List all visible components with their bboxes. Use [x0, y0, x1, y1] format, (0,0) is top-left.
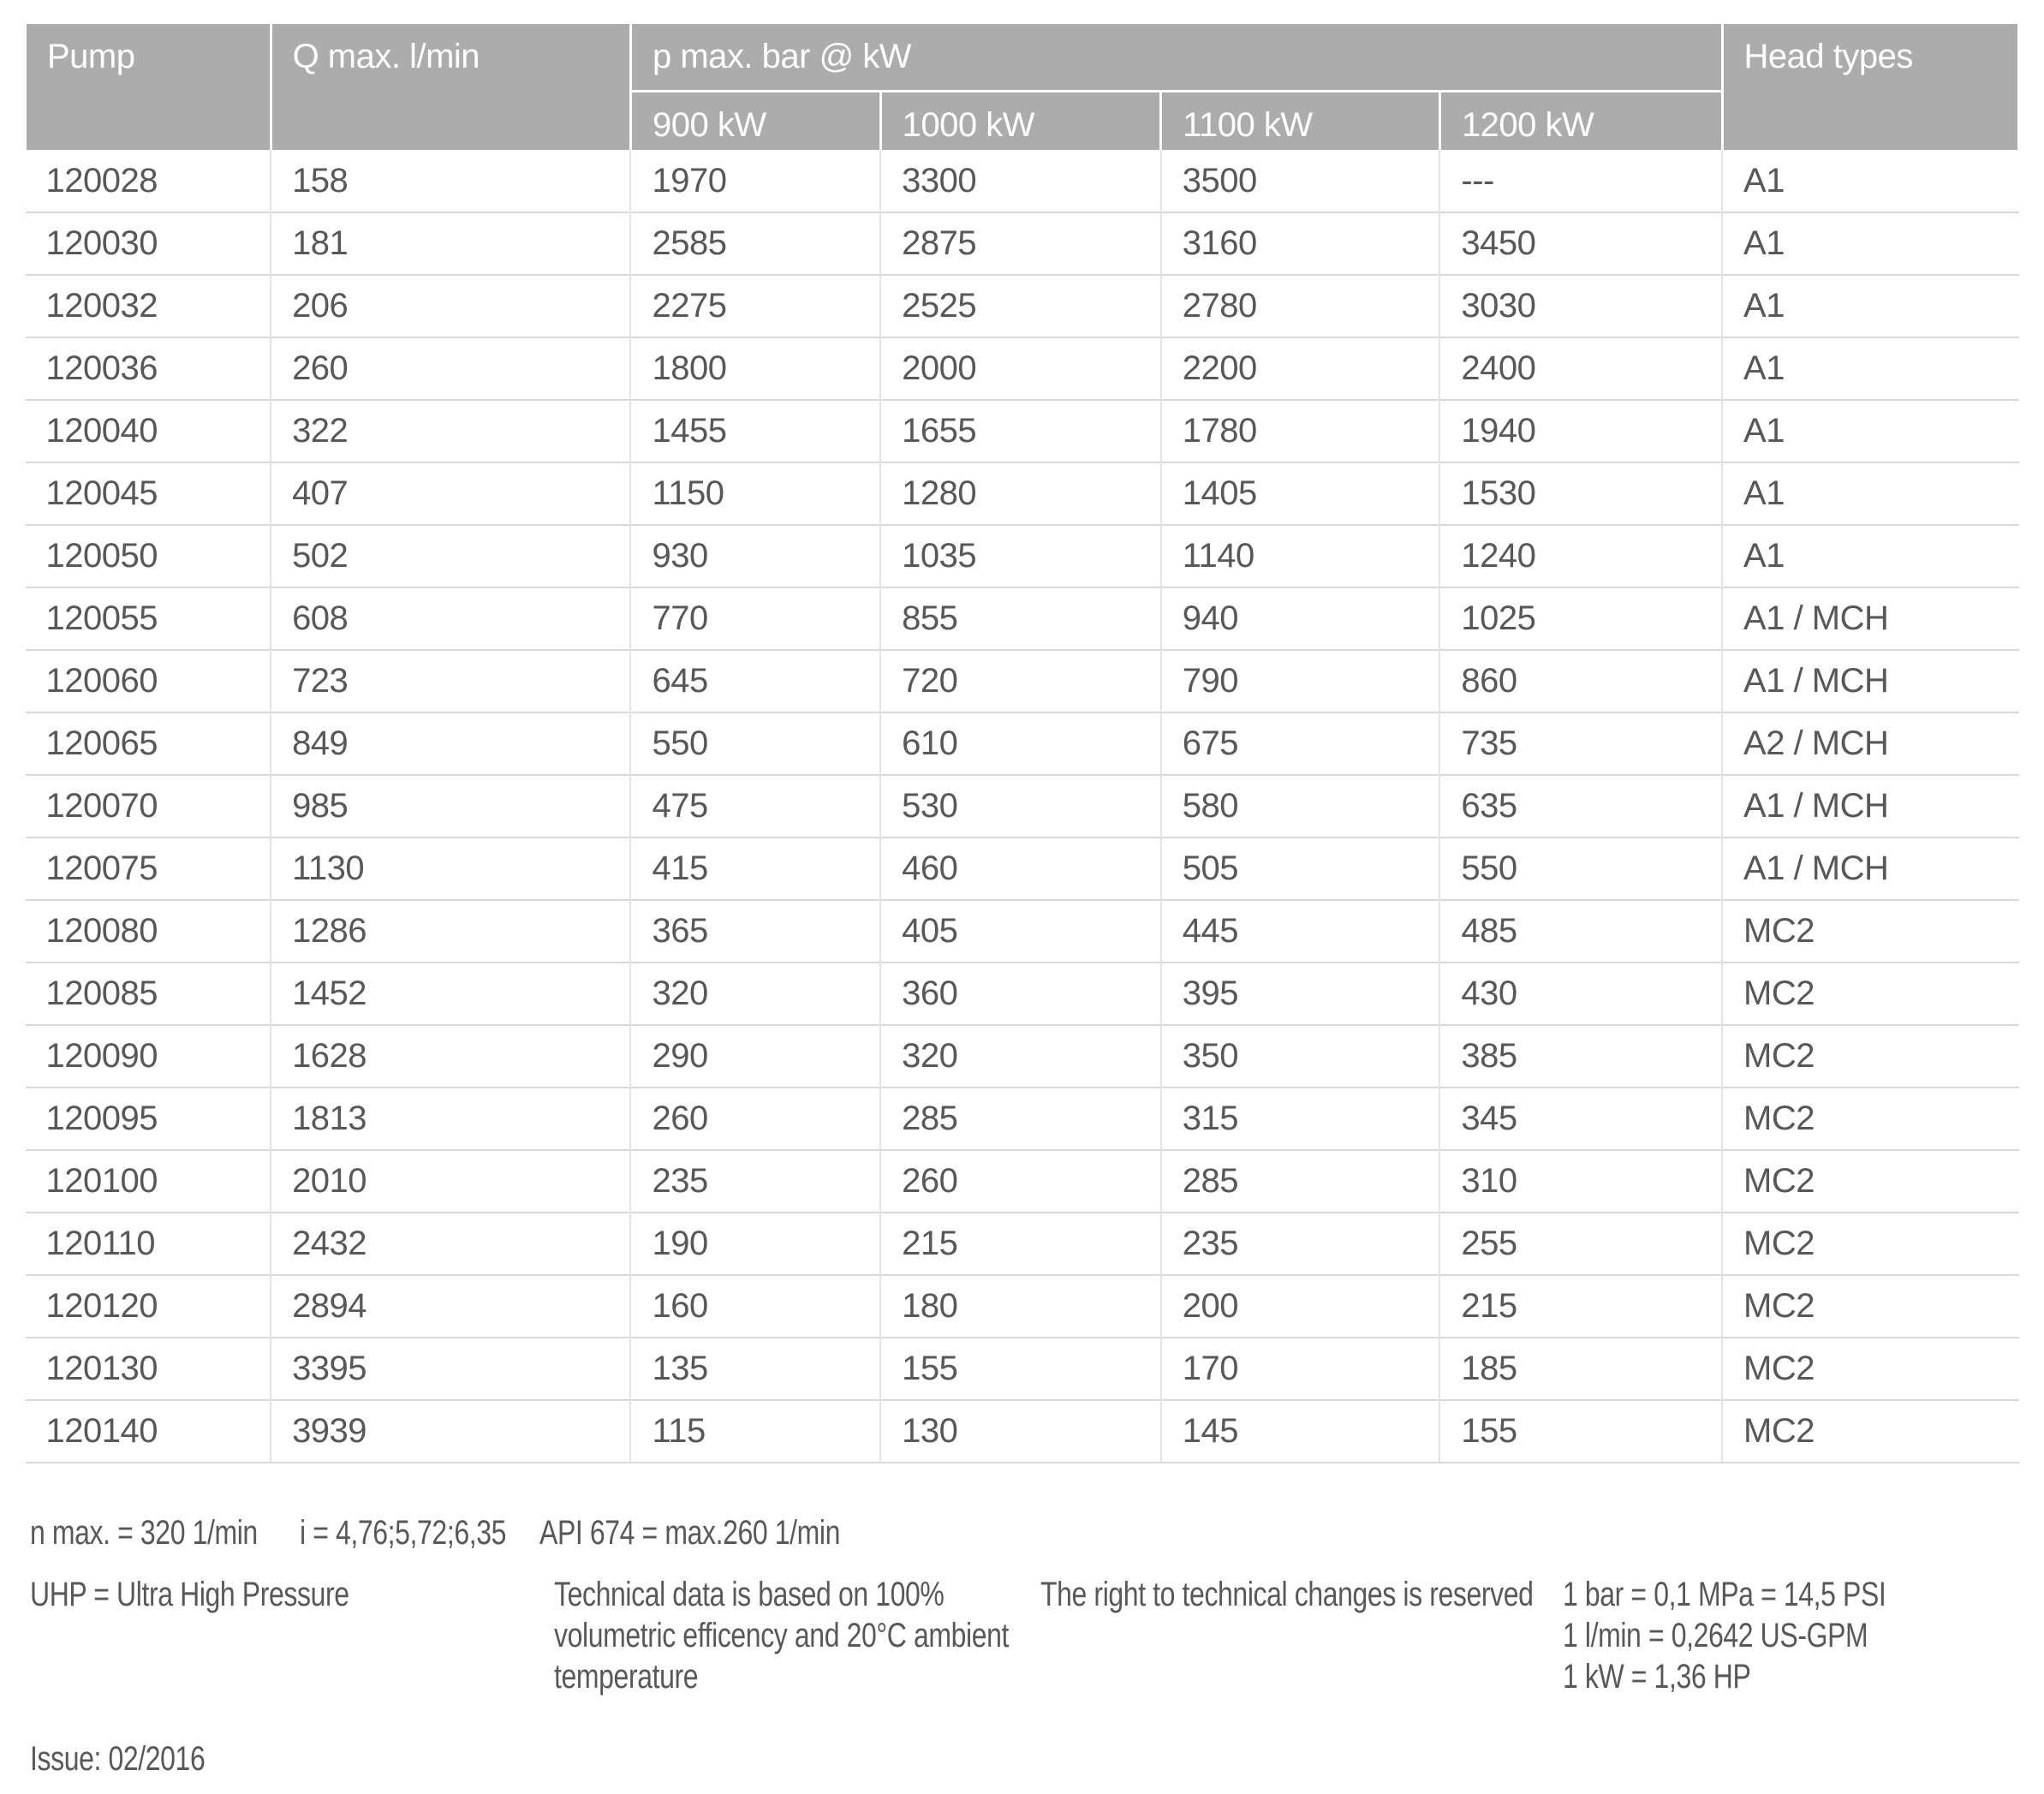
cell-p-1200kw: ---	[1439, 150, 1722, 212]
table-row	[26, 337, 2019, 400]
cell-q-max: 2010	[271, 1150, 630, 1213]
cell-p-900kw: 1455	[630, 400, 880, 462]
cell-p-1200kw: 385	[1439, 1025, 1722, 1088]
cell-p-1100kw: 350	[1161, 1025, 1440, 1088]
cell-p-1000kw: 260	[880, 1150, 1161, 1213]
table-row	[26, 462, 2019, 525]
cell-head-type: A1	[1722, 525, 2018, 587]
cell-p-1200kw: 550	[1439, 837, 1722, 900]
cell-p-900kw: 1150	[630, 462, 880, 525]
cell-p-1200kw: 1240	[1439, 525, 1722, 587]
cell-p-1200kw: 215	[1439, 1275, 1722, 1338]
cell-head-type: MC2	[1722, 1025, 2018, 1088]
table-row	[26, 1150, 2019, 1213]
cell-p-900kw: 770	[630, 587, 880, 650]
cell-p-1000kw: 460	[880, 837, 1161, 900]
cell-p-1000kw: 1655	[880, 400, 1161, 462]
cell-q-max: 1286	[271, 900, 630, 963]
cell-pump-number: 120120	[26, 1275, 271, 1338]
cell-pump-number: 120030	[26, 212, 271, 275]
cell-head-type: MC2	[1722, 1150, 2018, 1213]
cell-q-max: 1628	[271, 1025, 630, 1088]
cell-p-900kw: 115	[630, 1400, 880, 1463]
cell-pump-number: 120045	[26, 462, 271, 525]
cell-pump-number: 120100	[26, 1150, 271, 1213]
cell-q-max: 2432	[271, 1213, 630, 1275]
table-row	[26, 650, 2019, 712]
cell-q-max: 260	[271, 337, 630, 400]
cell-q-max: 2894	[271, 1275, 630, 1338]
cell-pump-number: 120075	[26, 837, 271, 900]
cell-p-1000kw: 130	[880, 1400, 1161, 1463]
cell-pump-number: 120040	[26, 400, 271, 462]
cell-q-max: 206	[271, 275, 630, 337]
cell-p-1000kw: 530	[880, 775, 1161, 837]
table-row	[26, 400, 2019, 462]
cell-p-1200kw: 155	[1439, 1400, 1722, 1463]
column-header-1100kw: 1100 kW	[1161, 91, 1440, 150]
table-row	[26, 587, 2019, 650]
table-row	[26, 150, 2019, 212]
cell-p-1100kw: 315	[1161, 1088, 1440, 1150]
table-row	[26, 1275, 2019, 1338]
cell-p-1000kw: 1280	[880, 462, 1161, 525]
cell-p-1100kw: 285	[1161, 1150, 1440, 1213]
cell-pump-number: 120028	[26, 150, 271, 212]
cell-pump-number: 120032	[26, 275, 271, 337]
cell-pump-number: 120070	[26, 775, 271, 837]
cell-p-1200kw: 345	[1439, 1088, 1722, 1150]
column-header-1200kw: 1200 kW	[1439, 91, 1722, 150]
cell-p-1100kw: 2200	[1161, 337, 1440, 400]
cell-head-type: MC2	[1722, 963, 2018, 1025]
cell-head-type: A1	[1722, 212, 2018, 275]
table-row	[26, 775, 2019, 837]
cell-p-900kw: 135	[630, 1338, 880, 1400]
cell-q-max: 502	[271, 525, 630, 587]
cell-p-1000kw: 320	[880, 1025, 1161, 1088]
cell-head-type: A1	[1722, 275, 2018, 337]
footnote-n-max: n max. = 320 1/min	[30, 1514, 258, 1552]
cell-p-900kw: 475	[630, 775, 880, 837]
cell-q-max: 181	[271, 212, 630, 275]
cell-p-1100kw: 1405	[1161, 462, 1440, 525]
cell-q-max: 158	[271, 150, 630, 212]
conversion-bar: 1 bar = 0,1 MPa = 14,5 PSI	[1563, 1576, 1886, 1613]
cell-head-type: A1	[1743, 161, 1785, 200]
footnote-line	[30, 1514, 2017, 1553]
conversion-kw: 1 kW = 1,36 HP	[1563, 1658, 1751, 1696]
cell-p-1200kw: 735	[1439, 712, 1722, 775]
cell-head-type: MC2	[1722, 900, 2018, 963]
cell-head-type: A1	[1722, 400, 2018, 462]
cell-p-1200kw: 1530	[1439, 462, 1722, 525]
cell-p-900kw: 320	[630, 963, 880, 1025]
cell-p-1200kw: 1025	[1439, 587, 1722, 650]
cell-p-900kw: 2585	[630, 212, 880, 275]
cell-pump-number: 120050	[26, 525, 271, 587]
cell-p-1100kw: 170	[1161, 1338, 1440, 1400]
cell-p-1200kw: 255	[1439, 1213, 1722, 1275]
table-row	[26, 1025, 2019, 1088]
table-row	[26, 963, 2019, 1025]
cell-p-1100kw: 395	[1161, 963, 1440, 1025]
cell-p-1000kw: 215	[880, 1213, 1161, 1275]
table-body	[26, 150, 2019, 1463]
cell-p-1000kw: 285	[880, 1088, 1161, 1150]
cell-p-1200kw: 185	[1439, 1338, 1722, 1400]
table-row	[26, 837, 2019, 900]
cell-p-1100kw: 1780	[1161, 400, 1440, 462]
table-row	[26, 1088, 2019, 1150]
cell-p-1100kw: 580	[1161, 775, 1440, 837]
cell-head-type: A1 / MCH	[1722, 837, 2018, 900]
cell-p-900kw: 365	[630, 900, 880, 963]
cell-q-max: 723	[271, 650, 630, 712]
cell-head-type: MC2	[1722, 1275, 2018, 1338]
table-row	[26, 1213, 2019, 1275]
pump-spec-table	[24, 24, 2020, 1463]
footnote-uhp: UHP = Ultra High Pressure	[30, 1576, 349, 1613]
cell-pump-number: 120110	[26, 1213, 271, 1275]
cell-pump-number: 120090	[26, 1025, 271, 1088]
cell-p-1000kw: 2525	[880, 275, 1161, 337]
column-header-head-types: Head types	[1722, 24, 2018, 150]
cell-head-type: MC2	[1722, 1213, 2018, 1275]
column-header-pump: Pump	[26, 24, 271, 150]
cell-q-max: 1813	[271, 1088, 630, 1150]
column-header-1000kw: 1000 kW	[880, 91, 1161, 150]
cell-head-type: MC2	[1722, 1338, 2018, 1400]
cell-p-1100kw: 1140	[1161, 525, 1440, 587]
cell-p-1000kw: 610	[880, 712, 1161, 775]
cell-p-1100kw: 3160	[1161, 212, 1440, 275]
cell-p-1000kw: 360	[880, 963, 1161, 1025]
cell-p-1000kw: 855	[880, 587, 1161, 650]
cell-p-1100kw: 200	[1161, 1275, 1440, 1338]
footnote-unit-conversions	[1563, 1574, 1967, 1697]
cell-pump-number: 120130	[26, 1338, 271, 1400]
cell-q-max: 849	[271, 712, 630, 775]
cell-p-900kw: 415	[630, 837, 880, 900]
cell-head-type: MC2	[1722, 1088, 2018, 1150]
cell-head-type: A1	[1722, 462, 2018, 525]
cell-q-max: 3395	[271, 1338, 630, 1400]
cell-p-900kw: 645	[630, 650, 880, 712]
cell-p-1000kw: 2000	[880, 337, 1161, 400]
issue-date: Issue: 02/2016	[30, 1740, 206, 1778]
cell-q-max: 407	[271, 462, 630, 525]
cell-p-1000kw: 155	[880, 1338, 1161, 1400]
cell-p-1100kw: 940	[1161, 587, 1440, 650]
table-row	[26, 1400, 2019, 1463]
cell-p-900kw: 160	[630, 1275, 880, 1338]
table-header	[26, 24, 2019, 150]
cell-pump-number: 120065	[26, 712, 271, 775]
cell-pump-number: 120085	[26, 963, 271, 1025]
cell-head-type: A1 / MCH	[1722, 775, 2018, 837]
cell-p-900kw: 930	[630, 525, 880, 587]
cell-p-900kw: 550	[630, 712, 880, 775]
cell-q-max: 322	[271, 400, 630, 462]
cell-p-1000kw: 2875	[880, 212, 1161, 275]
cell-q-max: 985	[271, 775, 630, 837]
cell-p-1100kw: 3500	[1161, 150, 1440, 212]
cell-p-1200kw: 3450	[1439, 212, 1722, 275]
column-header-p-max-group: p max. bar @ kW	[630, 24, 1722, 91]
cell-p-1000kw: 180	[880, 1275, 1161, 1338]
table-row	[26, 275, 2019, 337]
table-row	[26, 525, 2019, 587]
cell-p-1000kw: 720	[880, 650, 1161, 712]
column-header-q-max: Q max. l/min	[271, 24, 630, 150]
conversion-lmin: 1 l/min = 0,2642 US-GPM	[1563, 1617, 1868, 1654]
cell-p-1200kw: 635	[1439, 775, 1722, 837]
cell-p-1200kw: 3030	[1439, 275, 1722, 337]
cell-p-1100kw: 790	[1161, 650, 1440, 712]
cell-p-900kw: 190	[630, 1213, 880, 1275]
cell-p-900kw: 1800	[630, 337, 880, 400]
cell-p-1100kw: 145	[1161, 1400, 1440, 1463]
cell-p-1200kw: 310	[1439, 1150, 1722, 1213]
cell-head-type: A2 / MCH	[1722, 712, 2018, 775]
footnote-api-674: API 674 = max.260 1/min	[539, 1514, 841, 1552]
column-header-900kw: 900 kW	[630, 91, 880, 150]
cell-p-900kw: 235	[630, 1150, 880, 1213]
cell-p-1200kw: 860	[1439, 650, 1722, 712]
cell-p-1200kw: 430	[1439, 963, 1722, 1025]
cell-p-1200kw: 2400	[1439, 337, 1722, 400]
cell-head-type: A1	[1722, 337, 2018, 400]
cell-p-900kw: 260	[630, 1088, 880, 1150]
table-row	[26, 712, 2019, 775]
cell-p-1100kw: 445	[1161, 900, 1440, 963]
cell-q-max: 3939	[271, 1400, 630, 1463]
table-row	[26, 1338, 2019, 1400]
cell-p-900kw: 290	[630, 1025, 880, 1088]
cell-p-1100kw: 675	[1161, 712, 1440, 775]
cell-head-type: A1 / MCH	[1722, 587, 2018, 650]
cell-q-max: 1452	[271, 963, 630, 1025]
cell-p-1000kw: 3300	[880, 150, 1161, 212]
cell-q-max: 1130	[271, 837, 630, 900]
cell-p-1000kw: 1035	[880, 525, 1161, 587]
cell-p-1200kw: 485	[1439, 900, 1722, 963]
cell-p-1100kw: 2780	[1161, 275, 1440, 337]
cell-p-1100kw: 505	[1161, 837, 1440, 900]
table-row	[26, 900, 2019, 963]
cell-q-max: 608	[271, 587, 630, 650]
footnote-gear-ratio: i = 4,76;5,72;6,35	[300, 1514, 507, 1552]
table-row	[26, 212, 2019, 275]
cell-p-1100kw: 235	[1161, 1213, 1440, 1275]
cell-pump-number: 120055	[26, 587, 271, 650]
cell-pump-number: 120140	[26, 1400, 271, 1463]
cell-p-900kw: 2275	[630, 275, 880, 337]
cell-p-1200kw: 1940	[1439, 400, 1722, 462]
footnote-technical-basis: Technical data is based on 100% volumetric efficency and 20°C ambient temperature	[554, 1576, 1010, 1696]
footnote-rights-reserved: The right to technical changes is reserved	[1040, 1576, 1534, 1613]
cell-pump-number: 120060	[26, 650, 271, 712]
cell-pump-number: 120080	[26, 900, 271, 963]
cell-pump-number: 120095	[26, 1088, 271, 1150]
cell-p-1000kw: 405	[880, 900, 1161, 963]
cell-head-type: A1 / MCH	[1722, 650, 2018, 712]
cell-pump-number: 120036	[26, 337, 271, 400]
cell-p-900kw: 1970	[630, 150, 880, 212]
cell-head-type: MC2	[1722, 1400, 2018, 1463]
